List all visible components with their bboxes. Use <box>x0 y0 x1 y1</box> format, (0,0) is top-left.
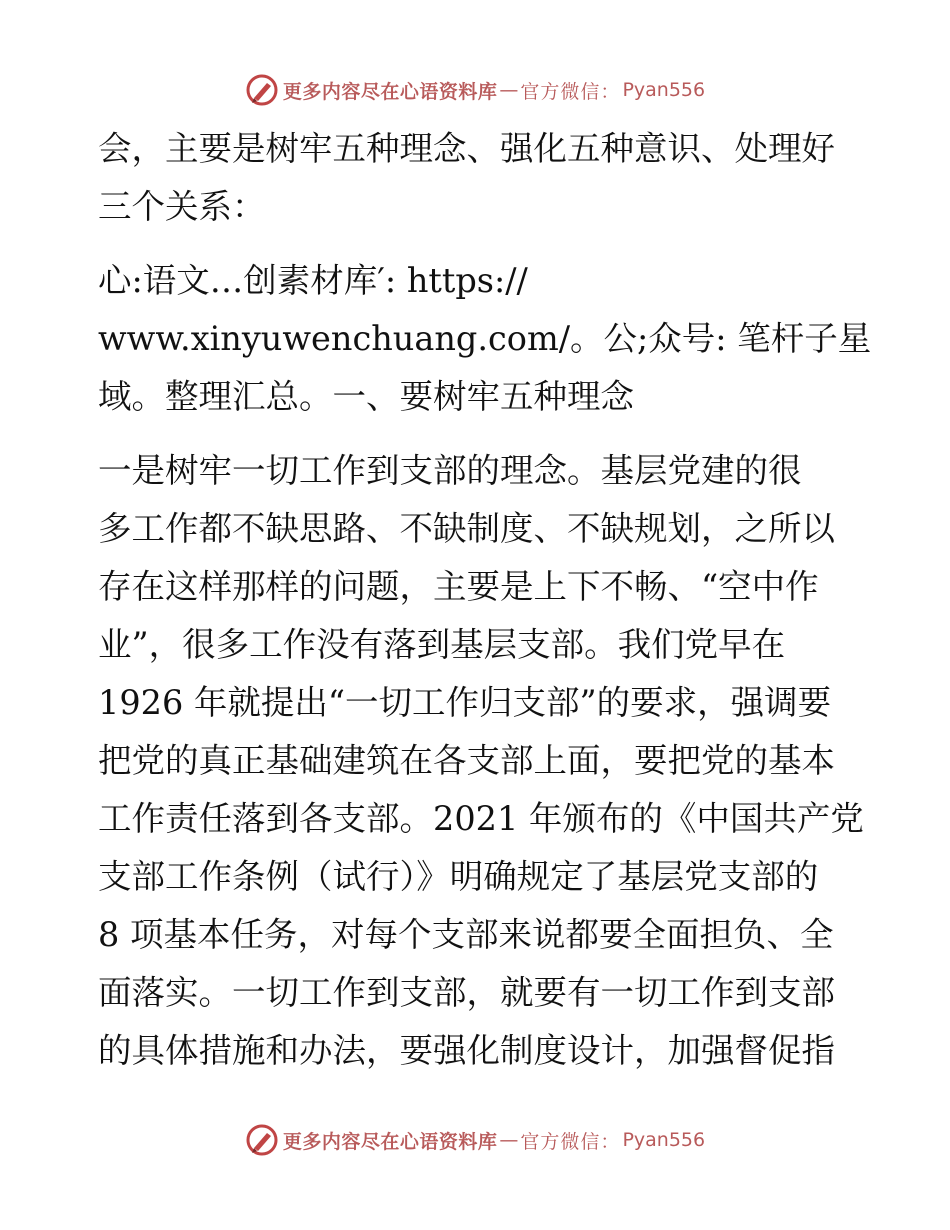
paragraph <box>98 120 858 236</box>
text-line: 存在这样那样的问题，主要是上下不畅、“空中作 <box>98 567 819 606</box>
watermark-main-text: 更多内容尽在心语资料库 <box>282 80 498 103</box>
watermark-official-label: 官方微信： <box>520 80 621 103</box>
watermark-wechat-id: Pyan556 <box>622 79 706 101</box>
text-line: 域。整理汇总。一、要树牢五种理念 <box>98 377 634 416</box>
watermark-separator: — <box>499 1129 519 1151</box>
watermark-wechat-id: Pyan556 <box>622 1129 706 1151</box>
pen-logo-icon <box>245 73 279 107</box>
text-line: 一是树牢一切工作到支部的理念。基层党建的很 <box>98 451 802 490</box>
text-line: 三个关系： <box>98 187 266 226</box>
paragraph <box>98 252 872 426</box>
text-line: 会，主要是树牢五种理念、强化五种意识、处理好 <box>98 129 835 168</box>
paragraph <box>98 442 864 1080</box>
text-line: 8 项基本任务，对每个支部来说都要全面担负、全 <box>98 915 834 954</box>
text-line: 业”，很多工作没有落到基层支部。我们党早在 <box>98 625 786 664</box>
text-line: 多工作都不缺思路、不缺制度、不缺规划，之所以 <box>98 509 835 548</box>
text-line: 面落实。一切工作到支部，就要有一切工作到支部 <box>98 973 835 1012</box>
document-body <box>98 120 872 1080</box>
text-line: 把党的真正基础建筑在各支部上面，要把党的基本 <box>98 741 835 780</box>
pen-logo-icon <box>245 1123 279 1157</box>
text-line: 工作责任落到各支部。2021 年颁布的《中国共产党 <box>98 799 864 838</box>
watermark-separator: — <box>499 79 519 101</box>
watermark-official-label: 官方微信： <box>520 1130 621 1153</box>
text-line: 支部工作条例（试行）》明确规定了基层党支部的 <box>98 857 819 896</box>
text-line: 1926 年就提出“一切工作归支部”的要求，强调要 <box>98 683 832 722</box>
text-line: www.xinyuwenchuang.com/。公;众号: 笔杆子星 <box>98 319 872 358</box>
header-watermark <box>0 70 950 110</box>
footer-watermark <box>0 1120 950 1160</box>
text-line: 心:语文…创素材库′: https:// <box>98 261 528 300</box>
text-line: 的具体措施和办法，要强化制度设计，加强督促指 <box>98 1031 835 1070</box>
watermark-main-text: 更多内容尽在心语资料库 <box>282 1130 498 1153</box>
